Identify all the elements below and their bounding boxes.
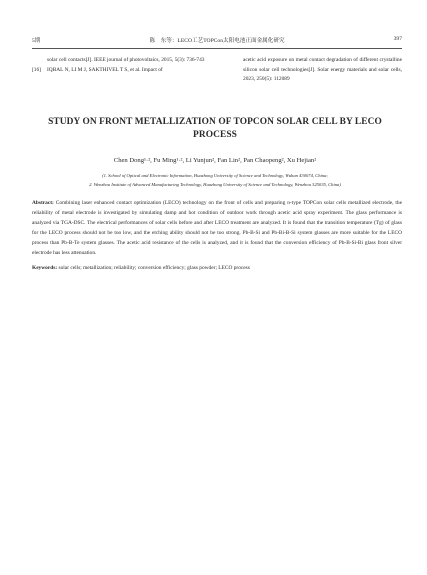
- affiliations: [30, 171, 400, 189]
- keywords: [32, 263, 402, 273]
- abstract-text: Combining laser enhanced contact optimization (LECO) technology on the front of cells and preparing n-type TOPCon solar cells metallized electrode, the reliability of metal electrode is investigated by simulating damp and hot condition of outdoor work through acetic acid spray experiment. The glass performance is analyzed via TGA-DSC. The electrical performances of solar cells before and after LECO treatment are analyzed. It is found that the transition temperature (Tg) of glass for the LECO process should not be too low, and the etching ability should not be too strong. Pb-B-Si and Pb-Bi-B-Si system glasses are more suitable for the LECO process than Pb-B-Te system glasses. The acetic acid resistance of the cells is analyzed, and it is found that the conversion efficiency of Pb-B-Si-Bi glass front silver electrode has less attenuation.: [32, 200, 402, 256]
- abstract-label: Abstract:: [32, 200, 54, 206]
- reference-column-left: [32, 56, 206, 75]
- running-title: 陈 东等：LECO工艺TOPCon太阳电池正面金属化研究: [149, 38, 285, 44]
- reference-text: IQBAL N, LI M J, SAKTHIVEL T S, et al. Impact of: [47, 66, 163, 73]
- reference-item: [32, 66, 206, 76]
- abstract: [32, 198, 402, 258]
- reference-text: acetic acid exposure on metal contact degradation of different crystalline silicon solar cell technologies[J]. Solar energy materials and solar cells, 2023, 250(5): 112089: [243, 57, 402, 83]
- page-number: 397: [393, 36, 402, 42]
- reference-item: [228, 56, 402, 85]
- reference-number: [16]: [32, 66, 41, 73]
- paper-title: STUDY ON FRONT METALLIZATION OF TOPCON SOLAR CELL BY LECO PROCESS: [48, 117, 382, 140]
- running-header: [32, 34, 402, 46]
- reference-item: [32, 56, 206, 66]
- affiliation-line: (1. School of Optical and Electronic Information, Huazhong University of Science and Technology, Wuhan 430074, China;: [102, 173, 328, 178]
- reference-text: solar cell contacts[J]. IEEE journal of photovoltaics, 2015, 5(3): 736-743: [47, 57, 205, 63]
- header-rule: [32, 48, 402, 49]
- affiliation-line: 2. Wenzhou Institute of Advanced Manufacturing Technology, Huazhong University of Science and Technology, Wenzhou 325035, China): [89, 182, 341, 187]
- reference-column-right: [228, 56, 402, 85]
- issue-number: 5期: [32, 38, 41, 44]
- author-list: Chen Dong¹·², Fu Ming¹·², Li Yunjun², Fan Lin², Pan Chaopeng², Xu Hejian²: [113, 157, 317, 164]
- keywords-label: Keywords:: [32, 265, 58, 271]
- keywords-text: solar cells; metallization; reliability; conversion efficiency; glass powder; LECO process: [58, 265, 250, 271]
